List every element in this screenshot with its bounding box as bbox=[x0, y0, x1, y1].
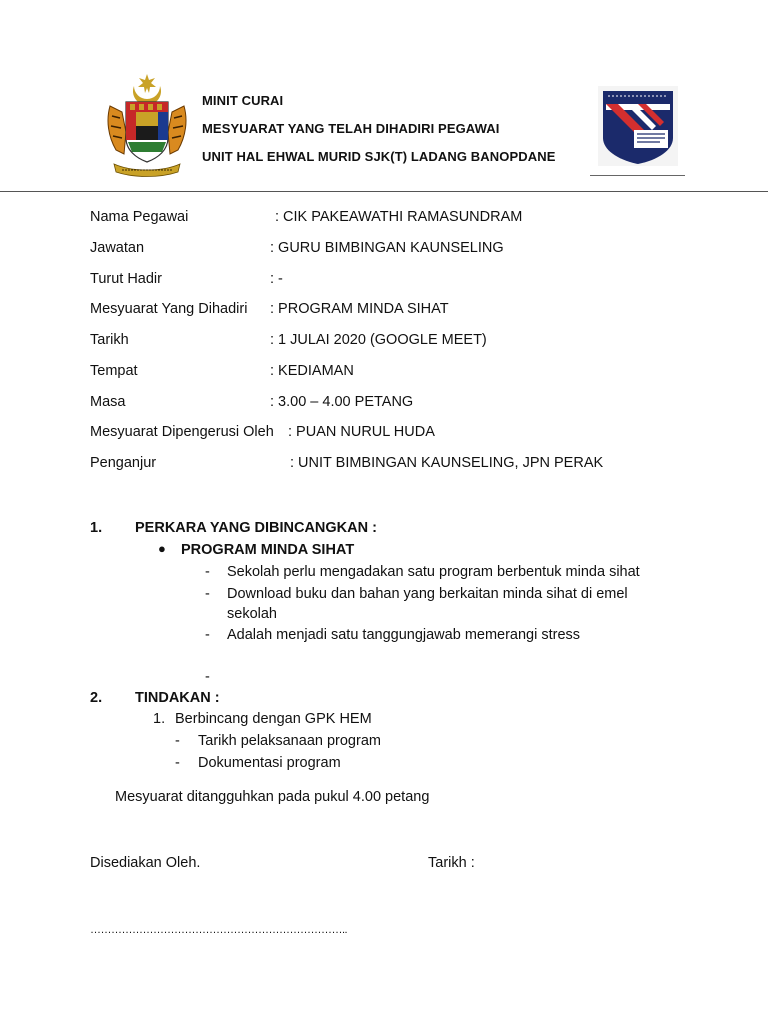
info-label: Masa bbox=[90, 394, 126, 410]
header-line-3: UNIT HAL EHWAL MURID SJK(T) LADANG BANOPDANE bbox=[202, 149, 556, 164]
section-1-bullet: PROGRAM MINDA SIHAT bbox=[181, 542, 355, 558]
info-label: Tarikh bbox=[90, 332, 129, 348]
info-value: : KEDIAMAN bbox=[270, 363, 354, 379]
info-value: : CIK PAKEAWATHI RAMASUNDRAM bbox=[275, 209, 523, 225]
trailing-dash: - bbox=[205, 669, 210, 685]
info-label: Tempat bbox=[90, 363, 138, 379]
info-value: : PROGRAM MINDA SIHAT bbox=[270, 301, 449, 317]
list-dash: - bbox=[175, 733, 180, 749]
sub-item: Berbincang dengan GPK HEM bbox=[175, 711, 372, 727]
coat-of-arms-logo bbox=[104, 72, 190, 180]
school-logo bbox=[598, 86, 678, 166]
date-label: Tarikh : bbox=[428, 855, 475, 871]
list-item: Tarikh pelaksanaan program bbox=[198, 733, 381, 749]
sub-item-number: 1. bbox=[153, 711, 166, 727]
list-dash: - bbox=[205, 564, 210, 580]
info-label: Penganjur bbox=[90, 455, 157, 471]
adjournment-note: Mesyuarat ditangguhkan pada pukul 4.00 petang bbox=[115, 789, 430, 805]
bullet-dot-icon: ● bbox=[158, 541, 166, 556]
info-label: Jawatan bbox=[90, 240, 145, 256]
info-value: : 1 JULAI 2020 (GOOGLE MEET) bbox=[270, 332, 487, 348]
list-item-continuation: sekolah bbox=[227, 606, 277, 622]
info-label: Nama Pegawai bbox=[90, 209, 189, 225]
section-2-number: 2. bbox=[90, 690, 103, 706]
info-value: : 3.00 – 4.00 PETANG bbox=[270, 394, 414, 410]
list-item: Adalah menjadi satu tanggungjawab memerangi stress bbox=[227, 627, 581, 643]
header-divider bbox=[0, 191, 768, 192]
list-dash: - bbox=[205, 627, 210, 643]
section-1-title: PERKARA YANG DIBINCANGKAN : bbox=[135, 520, 377, 536]
section-2-title: TINDAKAN : bbox=[135, 690, 220, 706]
info-label: Mesyuarat Dipengerusi Oleh bbox=[90, 424, 274, 440]
list-item: Dokumentasi program bbox=[198, 755, 341, 771]
section-1-number: 1. bbox=[90, 520, 103, 536]
info-value: : PUAN NURUL HUDA bbox=[288, 424, 435, 440]
list-dash: - bbox=[205, 586, 210, 602]
header-line-1: MINIT CURAI bbox=[202, 93, 284, 108]
info-value: : GURU BIMBINGAN KAUNSELING bbox=[270, 240, 504, 256]
info-label: Mesyuarat Yang Dihadiri bbox=[90, 301, 248, 317]
info-value: : UNIT BIMBINGAN KAUNSELING, JPN PERAK bbox=[290, 455, 604, 471]
list-item: Download buku dan bahan yang berkaitan minda sihat di emel bbox=[227, 586, 628, 602]
info-label: Turut Hadir bbox=[90, 271, 162, 287]
logo-underline bbox=[590, 175, 685, 176]
info-value: : - bbox=[270, 271, 283, 287]
list-dash: - bbox=[175, 755, 180, 771]
list-item: Sekolah perlu mengadakan satu program berbentuk minda sihat bbox=[227, 564, 640, 580]
prepared-by-label: Disediakan Oleh. bbox=[90, 855, 201, 871]
signature-line: ……………………………………………………………….. bbox=[90, 924, 348, 936]
header-line-2: MESYUARAT YANG TELAH DIHADIRI PEGAWAI bbox=[202, 121, 500, 136]
